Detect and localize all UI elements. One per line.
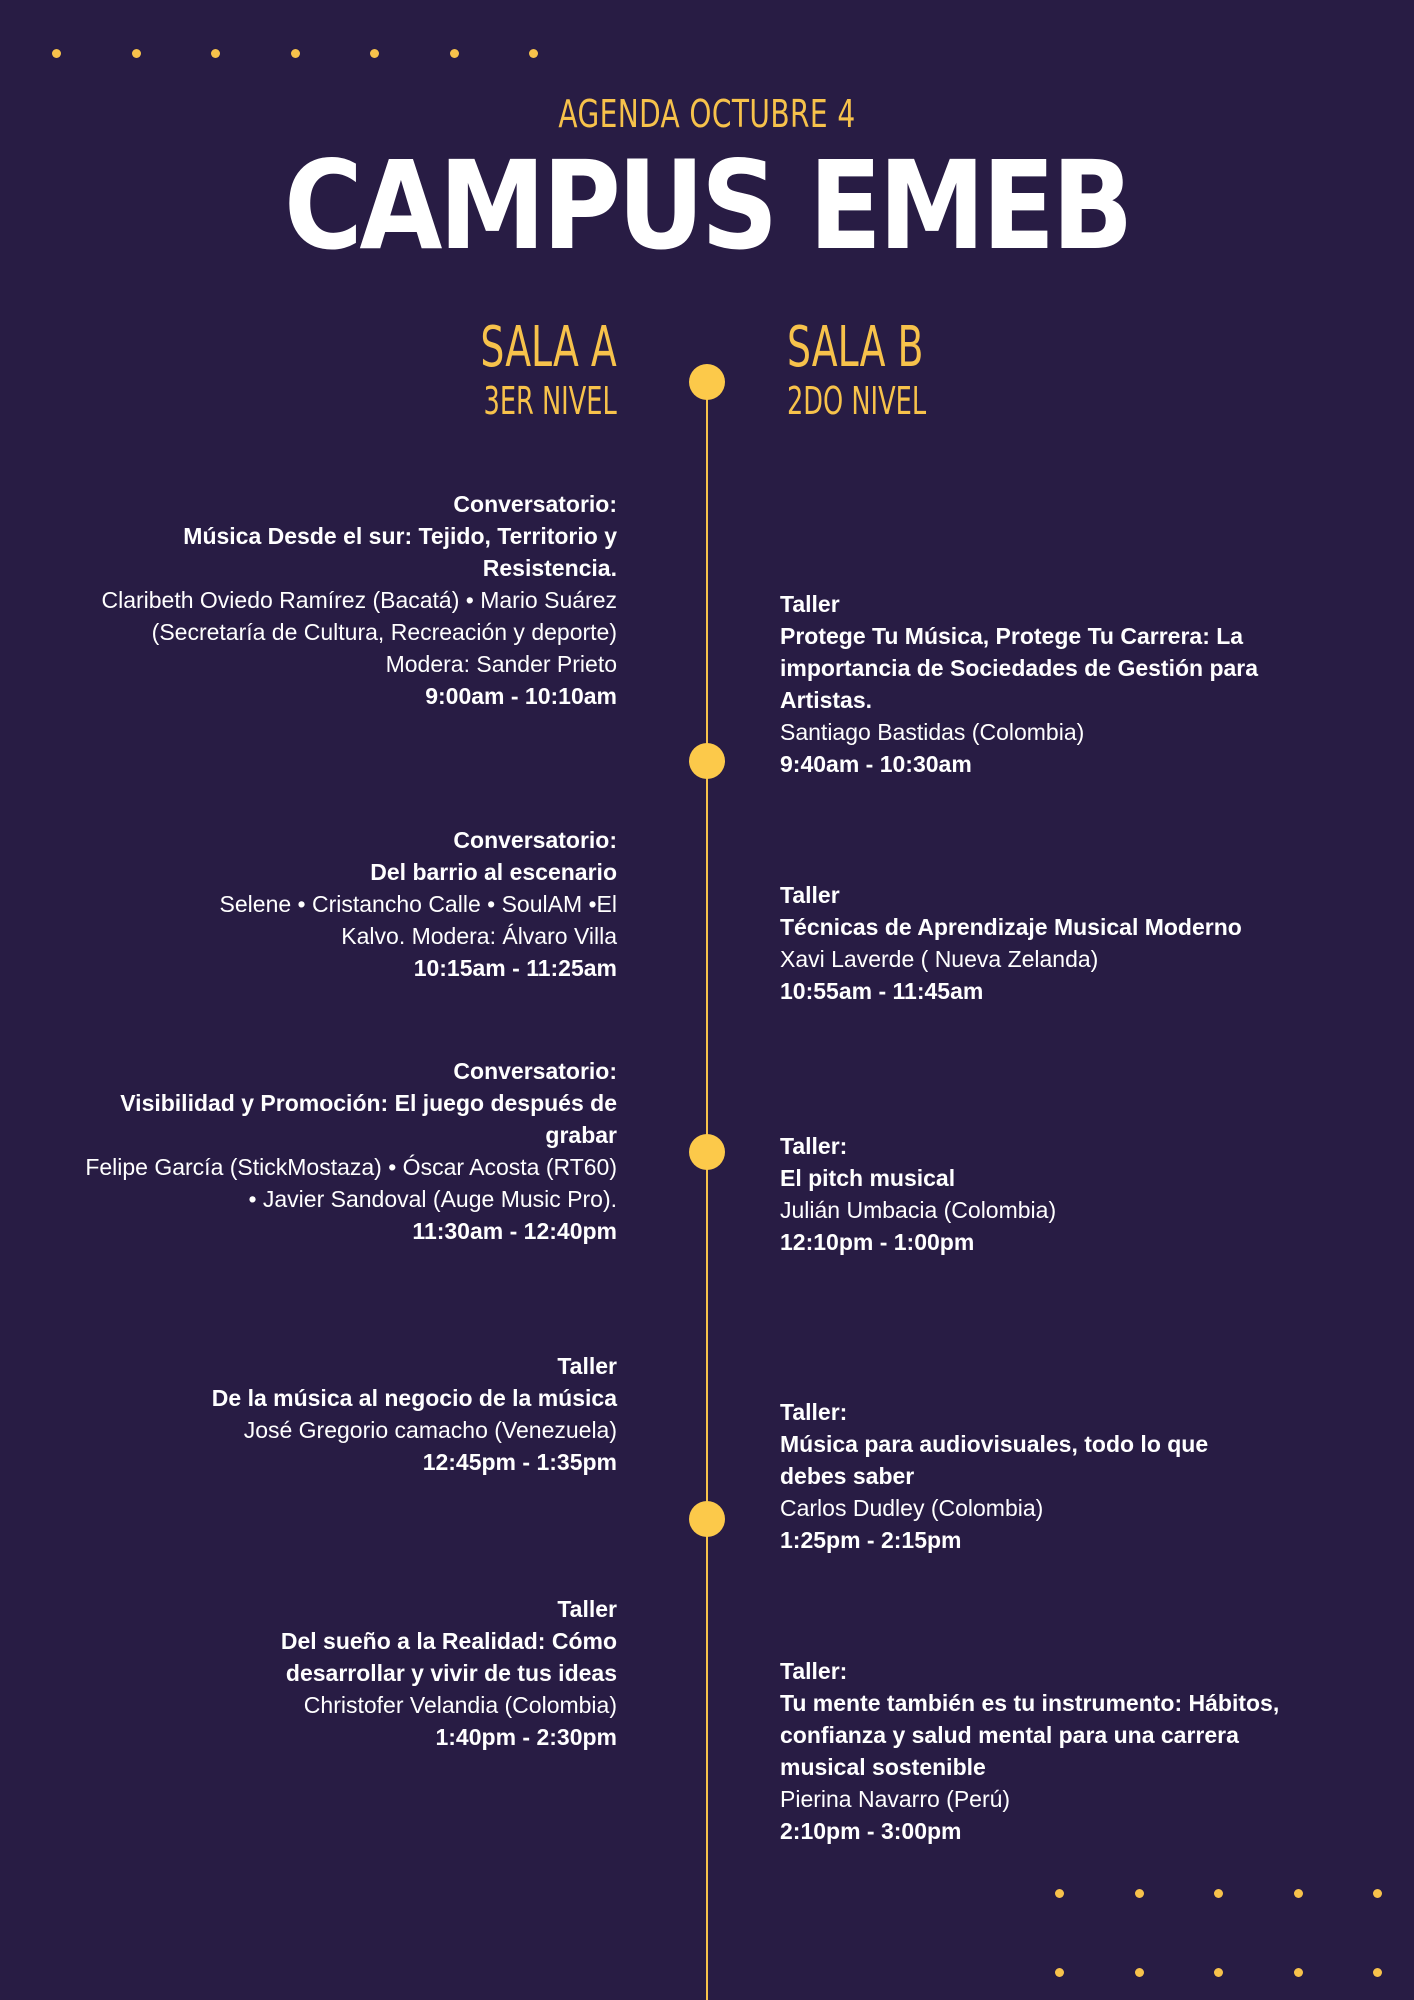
- agenda-date: AGENDA OCTUBRE 4: [558, 92, 856, 136]
- session-speakers: Claribeth Oviedo Ramírez (Bacatá) • Mario Suárez (Secretaría de Cultura, Recreación y deporte): [101, 587, 617, 645]
- decor-dot: [529, 49, 538, 58]
- session-speakers: Selene • Cristancho Calle • SoulAM •El Kalvo. Modera: Álvaro Villa: [219, 891, 617, 949]
- page-title: CAMPUS EMEB: [284, 135, 1130, 277]
- room-heading-sala-b: [787, 315, 973, 423]
- session-sala-b: [780, 1655, 1300, 1847]
- session-time: 12:10pm - 1:00pm: [780, 1229, 975, 1255]
- session-type: Taller:: [780, 1399, 848, 1425]
- session-speakers: Christofer Velandia (Colombia): [303, 1692, 617, 1718]
- session-time: 11:30am - 12:40pm: [412, 1218, 617, 1244]
- session-type: Conversatorio:: [453, 827, 617, 853]
- session-sala-a: [177, 1593, 617, 1753]
- room-level: 3ER NIVEL: [483, 379, 617, 423]
- session-title: Música Desde el sur: Tejido, Territorio y Resistencia.: [183, 523, 617, 581]
- room-name: SALA A: [480, 315, 617, 380]
- session-type: Taller: [780, 591, 840, 617]
- session-time: 9:00am - 10:10am: [425, 683, 617, 709]
- session-time: 12:45pm - 1:35pm: [422, 1449, 617, 1475]
- session-type: Taller: [780, 882, 840, 908]
- session-title: Técnicas de Aprendizaje Musical Moderno: [780, 914, 1242, 940]
- session-speakers: Julián Umbacia (Colombia): [780, 1197, 1057, 1223]
- decor-dot: [132, 49, 141, 58]
- session-sala-a: [177, 824, 617, 984]
- decor-dot: [211, 49, 220, 58]
- timeline-line: [706, 382, 708, 2000]
- session-time: 9:40am - 10:30am: [780, 751, 972, 777]
- session-sala-b: [780, 1396, 1280, 1556]
- session-speakers: José Gregorio camacho (Venezuela): [243, 1417, 617, 1443]
- session-type: Taller: [557, 1596, 617, 1622]
- decor-dot: [450, 49, 459, 58]
- session-time: 2:10pm - 3:00pm: [780, 1818, 962, 1844]
- timeline-node: [689, 743, 725, 779]
- session-sala-b: [780, 588, 1300, 780]
- decor-dot: [370, 49, 379, 58]
- session-time: 1:25pm - 2:15pm: [780, 1527, 962, 1553]
- decor-dot: [1055, 1968, 1064, 1977]
- session-sala-b: [780, 1130, 1300, 1258]
- session-title: Del sueño a la Realidad: Cómo desarrollar y vivir de tus ideas: [280, 1628, 617, 1686]
- timeline-node: [689, 1134, 725, 1170]
- decor-dot: [52, 49, 61, 58]
- session-speakers: Carlos Dudley (Colombia): [780, 1495, 1044, 1521]
- session-type: Taller:: [780, 1133, 848, 1159]
- decor-dot: [1214, 1968, 1223, 1977]
- decor-dot: [1135, 1968, 1144, 1977]
- session-type: Taller: [557, 1353, 617, 1379]
- timeline-node: [689, 1501, 725, 1537]
- decor-dot: [1373, 1889, 1382, 1898]
- room-name: SALA B: [787, 315, 924, 380]
- session-title: Protege Tu Música, Protege Tu Carrera: La importancia de Sociedades de Gestión para Artistas.: [780, 623, 1259, 713]
- session-type: Conversatorio:: [453, 491, 617, 517]
- session-time: 10:55am - 11:45am: [780, 978, 984, 1004]
- session-time: 10:15am - 11:25am: [413, 955, 617, 981]
- session-title: Visibilidad y Promoción: El juego después de grabar: [120, 1090, 617, 1148]
- decor-dot: [291, 49, 300, 58]
- session-speakers: Felipe García (StickMostaza) • Óscar Acosta (RT60) • Javier Sandoval (Auge Music Pro).: [85, 1154, 617, 1212]
- session-sala-b: [780, 879, 1340, 1007]
- session-title: Del barrio al escenario: [370, 859, 617, 885]
- decor-dot: [1294, 1889, 1303, 1898]
- decor-dot: [1055, 1889, 1064, 1898]
- timeline-node: [689, 364, 725, 400]
- session-title: Música para audiovisuales, todo lo que debes saber: [780, 1431, 1209, 1489]
- decor-dot: [1135, 1889, 1144, 1898]
- session-title: De la música al negocio de la música: [211, 1385, 617, 1411]
- session-sala-a: [97, 488, 617, 712]
- session-sala-a: [97, 1350, 617, 1478]
- session-type: Conversatorio:: [453, 1058, 617, 1084]
- session-time: 1:40pm - 2:30pm: [435, 1724, 617, 1750]
- decor-dot: [1294, 1968, 1303, 1977]
- session-sala-a: [77, 1055, 617, 1247]
- session-speakers: Pierina Navarro (Perú): [780, 1786, 1011, 1812]
- decor-dot: [1373, 1968, 1382, 1977]
- decor-dot: [1214, 1889, 1223, 1898]
- room-level: 2DO NIVEL: [787, 379, 927, 423]
- session-type: Taller:: [780, 1658, 848, 1684]
- session-speakers: Xavi Laverde ( Nueva Zelanda): [780, 946, 1099, 972]
- session-moderator: Modera: Sander Prieto: [385, 651, 617, 677]
- session-speakers: Santiago Bastidas (Colombia): [780, 719, 1085, 745]
- session-title: El pitch musical: [780, 1165, 956, 1191]
- room-heading-sala-a: [435, 315, 617, 423]
- session-title: Tu mente también es tu instrumento: Hábitos, confianza y salud mental para una carrera musical sostenible: [780, 1690, 1280, 1780]
